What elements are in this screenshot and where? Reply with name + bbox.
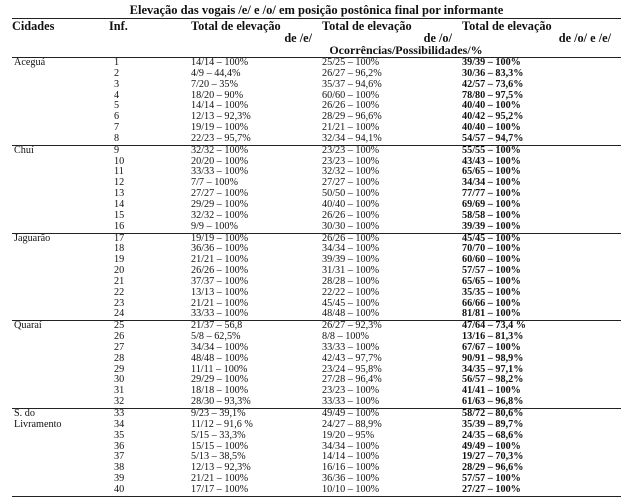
inf-cell: 35 bbox=[114, 429, 125, 441]
total-e-cell: 14/14 – 100% bbox=[191, 58, 322, 69]
total-o-cell: 42/43 – 97,7% bbox=[322, 352, 382, 364]
city-cell bbox=[12, 157, 109, 168]
total-e-cell: 29/29 – 100% bbox=[191, 198, 249, 210]
total-e-cell: 13/13 – 100% bbox=[191, 286, 249, 298]
table-row bbox=[12, 420, 621, 431]
total-o-cell: 34/34 – 100% bbox=[322, 243, 380, 255]
city-cell bbox=[12, 463, 109, 474]
city-cell bbox=[12, 91, 109, 102]
total-oe-cell: 41/41 – 100% bbox=[462, 385, 521, 397]
inf-cell: 30 bbox=[114, 374, 125, 386]
table-row bbox=[12, 277, 621, 288]
total-o-cell: 45/45 – 100% bbox=[322, 297, 380, 309]
total-o-cell: 21/21 – 100% bbox=[322, 122, 380, 134]
inf-cell: 22 bbox=[114, 286, 125, 298]
total-e-cell: 33/33 – 100% bbox=[191, 166, 249, 178]
total-e-cell: 48/48 – 100% bbox=[191, 352, 249, 364]
table-row bbox=[12, 375, 621, 386]
table-row bbox=[12, 299, 621, 310]
total-oe-cell: 81/81 – 100% bbox=[462, 308, 521, 320]
city-cell bbox=[12, 80, 109, 91]
table-row bbox=[12, 452, 621, 463]
total-e-cell: 18/20 – 90% bbox=[191, 89, 244, 101]
city-cell bbox=[12, 288, 109, 299]
table-row bbox=[12, 321, 621, 332]
city-cell bbox=[12, 101, 109, 112]
total-oe-cell: 42/57 – 73,6% bbox=[462, 78, 524, 90]
city-cell: Livramento bbox=[14, 418, 62, 430]
total-e-cell: 37/37 – 100% bbox=[191, 275, 249, 287]
table-row bbox=[12, 101, 621, 112]
header-total-o-line1: Total de elevação bbox=[322, 19, 412, 33]
total-o-cell: 14/14 – 100% bbox=[322, 451, 380, 463]
total-o-cell: 16/16 – 100% bbox=[322, 462, 380, 474]
inf-cell: 11 bbox=[114, 166, 124, 178]
total-o-cell: 39/39 – 100% bbox=[322, 254, 380, 266]
total-e-cell: 22/23 – 95,7% bbox=[191, 132, 251, 144]
elevation-table bbox=[12, 19, 621, 497]
total-o-cell: 30/30 – 100% bbox=[322, 220, 380, 232]
city-cell bbox=[12, 123, 109, 134]
table-row bbox=[12, 266, 621, 277]
city-cell bbox=[12, 69, 109, 80]
total-oe-cell: 40/40 – 100% bbox=[462, 100, 521, 112]
table-row bbox=[12, 244, 621, 255]
inf-cell: 21 bbox=[114, 275, 125, 287]
total-e-cell: 9/23 – 39,1% bbox=[191, 409, 322, 420]
header-total-o-line2: de /o/ bbox=[423, 31, 452, 45]
total-oe-cell: 65/65 – 100% bbox=[462, 166, 521, 178]
inf-cell: 2 bbox=[114, 67, 120, 79]
total-oe-cell: 35/35 – 100% bbox=[462, 286, 521, 298]
total-o-cell: 35/37 – 94,6% bbox=[322, 78, 382, 90]
city-cell bbox=[12, 211, 109, 222]
city-cell: Aceguá bbox=[12, 58, 109, 69]
inf-cell: 28 bbox=[114, 352, 125, 364]
city-cell bbox=[12, 112, 109, 123]
table-row bbox=[12, 189, 621, 200]
total-oe-cell: 34/35 – 97,1% bbox=[462, 363, 524, 375]
total-e-cell: 18/18 – 100% bbox=[191, 385, 249, 397]
city-cell bbox=[12, 189, 109, 200]
total-o-cell: 48/48 – 100% bbox=[322, 308, 380, 320]
total-e-cell: 28/30 – 93,3% bbox=[191, 396, 251, 408]
table-row bbox=[12, 431, 621, 442]
table-row bbox=[12, 409, 621, 420]
total-oe-cell: 43/43 – 100% bbox=[462, 155, 521, 167]
total-oe-cell: 70/70 – 100% bbox=[462, 243, 521, 255]
total-oe-cell: 57/57 – 100% bbox=[462, 265, 521, 277]
total-oe-cell: 58/58 – 100% bbox=[462, 209, 521, 221]
total-e-cell: 7/7 – 100% bbox=[191, 177, 238, 189]
total-o-cell: 33/33 – 100% bbox=[322, 341, 380, 353]
city-cell bbox=[12, 178, 109, 189]
table-row bbox=[12, 233, 621, 244]
table-body bbox=[12, 58, 621, 497]
total-oe-cell: 90/91 – 98,9% bbox=[462, 352, 524, 364]
total-e-cell: 5/15 – 33,3% bbox=[191, 429, 246, 441]
total-oe-cell: 54/57 – 94,7% bbox=[462, 132, 524, 144]
total-e-cell: 5/8 – 62,5% bbox=[191, 331, 241, 343]
inf-cell: 10 bbox=[114, 155, 125, 167]
city-cell bbox=[12, 134, 109, 145]
total-e-cell: 19/19 – 100% bbox=[191, 233, 322, 244]
header-inf: Inf. bbox=[109, 19, 128, 33]
total-e-cell: 21/37 – 56,8 bbox=[191, 321, 322, 332]
inf-cell: 14 bbox=[114, 198, 125, 210]
inf-cell: 38 bbox=[114, 462, 125, 474]
total-o-cell: 32/34 – 94,1% bbox=[322, 132, 382, 144]
total-e-cell: 33/33 – 100% bbox=[191, 308, 249, 320]
total-oe-cell: 40/40 – 100% bbox=[462, 122, 521, 134]
total-o-cell: 24/27 – 88,9% bbox=[322, 418, 382, 430]
table-row bbox=[12, 178, 621, 189]
inf-cell: 33 bbox=[109, 409, 191, 420]
total-e-cell: 32/32 – 100% bbox=[191, 145, 322, 156]
city-cell bbox=[12, 255, 109, 266]
city-cell bbox=[12, 299, 109, 310]
city-cell: Chuí bbox=[12, 145, 109, 156]
total-o-cell: 10/10 – 100% bbox=[322, 485, 462, 496]
table-row bbox=[12, 222, 621, 233]
total-oe-cell: 58/72 – 80,6% bbox=[462, 409, 621, 420]
total-e-cell: 11/12 – 91,6 % bbox=[191, 418, 253, 430]
city-cell bbox=[12, 442, 109, 453]
inf-cell: 34 bbox=[114, 418, 125, 430]
total-o-cell: 49/49 – 100% bbox=[322, 409, 462, 420]
total-oe-cell: 39/39 – 100% bbox=[462, 58, 621, 69]
total-o-cell: 28/29 – 96,6% bbox=[322, 111, 382, 123]
total-o-cell: 50/50 – 100% bbox=[322, 188, 380, 200]
total-o-cell: 26/26 – 100% bbox=[322, 233, 462, 244]
total-oe-cell: 39/39 – 100% bbox=[462, 220, 521, 232]
inf-cell: 39 bbox=[114, 473, 125, 485]
inf-cell: 16 bbox=[114, 220, 125, 232]
table-row bbox=[12, 485, 621, 496]
total-oe-cell: 56/57 – 98,2% bbox=[462, 374, 524, 386]
total-e-cell: 9/9 – 100% bbox=[191, 220, 238, 232]
total-oe-cell: 47/64 – 73,4 % bbox=[462, 321, 621, 332]
table-row bbox=[12, 112, 621, 123]
table-row bbox=[12, 80, 621, 91]
inf-cell: 5 bbox=[114, 100, 120, 112]
inf-cell: 36 bbox=[114, 440, 125, 452]
inf-cell: 4 bbox=[114, 89, 120, 101]
inf-cell: 26 bbox=[114, 331, 125, 343]
total-o-cell: 22/22 – 100% bbox=[322, 286, 380, 298]
header-total-e-line2: de /e/ bbox=[284, 31, 312, 45]
table-row bbox=[12, 91, 621, 102]
table-row bbox=[12, 211, 621, 222]
table-row bbox=[12, 69, 621, 80]
inf-cell: 37 bbox=[114, 451, 125, 463]
table-row bbox=[12, 145, 621, 156]
table-header bbox=[12, 19, 621, 58]
city-cell bbox=[12, 332, 109, 343]
inf-cell: 27 bbox=[114, 341, 125, 353]
total-o-cell: 31/31 – 100% bbox=[322, 265, 380, 277]
total-o-cell: 27/28 – 96,4% bbox=[322, 374, 382, 386]
total-e-cell: 26/26 – 100% bbox=[191, 265, 249, 277]
total-o-cell: 26/26 – 100% bbox=[322, 100, 380, 112]
total-e-cell: 12/13 – 92,3% bbox=[191, 462, 251, 474]
total-o-cell: 23/23 – 100% bbox=[322, 155, 380, 167]
total-oe-cell: 77/77 – 100% bbox=[462, 188, 521, 200]
city-cell bbox=[12, 266, 109, 277]
total-e-cell: 20/20 – 100% bbox=[191, 155, 249, 167]
table-row bbox=[12, 288, 621, 299]
inf-cell: 15 bbox=[114, 209, 125, 221]
total-o-cell: 8/8 – 100% bbox=[322, 331, 369, 343]
table-row bbox=[12, 134, 621, 145]
total-o-cell: 19/20 – 95% bbox=[322, 429, 375, 441]
city-cell bbox=[12, 200, 109, 211]
table-row bbox=[12, 332, 621, 343]
inf-cell: 19 bbox=[114, 254, 125, 266]
table-row bbox=[12, 386, 621, 397]
table-row bbox=[12, 343, 621, 354]
city-cell bbox=[12, 452, 109, 463]
total-o-cell: 26/27 – 96,2% bbox=[322, 67, 382, 79]
city-cell bbox=[12, 474, 109, 485]
total-o-cell: 34/34 – 100% bbox=[322, 440, 380, 452]
city-cell bbox=[12, 309, 109, 320]
city-cell bbox=[12, 386, 109, 397]
inf-cell: 40 bbox=[109, 485, 191, 496]
total-o-cell: 28/28 – 100% bbox=[322, 275, 380, 287]
total-oe-cell: 13/16 – 81,3% bbox=[462, 331, 524, 343]
city-cell: Quaraí bbox=[12, 321, 109, 332]
table-row bbox=[12, 255, 621, 266]
total-e-cell: 15/15 – 100% bbox=[191, 440, 249, 452]
total-oe-cell: 57/57 – 100% bbox=[462, 473, 521, 485]
city-cell bbox=[12, 343, 109, 354]
total-e-cell: 5/13 – 38,5% bbox=[191, 451, 246, 463]
total-oe-cell: 67/67 – 100% bbox=[462, 341, 521, 353]
total-e-cell: 34/34 – 100% bbox=[191, 341, 249, 353]
total-oe-cell: 55/55 – 100% bbox=[462, 145, 621, 156]
total-oe-cell: 27/27 – 100% bbox=[462, 485, 621, 496]
total-oe-cell: 49/49 – 100% bbox=[462, 440, 521, 452]
total-o-cell: 26/26 – 100% bbox=[322, 209, 380, 221]
city-cell bbox=[12, 277, 109, 288]
table-row bbox=[12, 58, 621, 69]
table-row bbox=[12, 463, 621, 474]
total-o-cell: 40/40 – 100% bbox=[322, 198, 380, 210]
total-e-cell: 17/17 – 100% bbox=[191, 485, 322, 496]
city-cell bbox=[12, 365, 109, 376]
inf-cell: 7 bbox=[114, 122, 120, 134]
inf-cell: 18 bbox=[114, 243, 125, 255]
total-e-cell: 29/29 – 100% bbox=[191, 374, 249, 386]
total-oe-cell: 28/29 – 96,6% bbox=[462, 462, 524, 474]
city-cell bbox=[12, 397, 109, 408]
total-oe-cell: 69/69 – 100% bbox=[462, 198, 521, 210]
total-o-cell: 33/33 – 100% bbox=[322, 396, 380, 408]
total-e-cell: 4/9 – 44,4% bbox=[191, 67, 241, 79]
total-oe-cell: 66/66 – 100% bbox=[462, 297, 521, 309]
inf-cell: 17 bbox=[109, 233, 191, 244]
table-row bbox=[12, 157, 621, 168]
total-o-cell: 23/24 – 95,8% bbox=[322, 363, 382, 375]
inf-cell: 31 bbox=[114, 385, 125, 397]
total-oe-cell: 30/36 – 83,3% bbox=[462, 67, 524, 79]
inf-cell: 23 bbox=[114, 297, 125, 309]
inf-cell: 9 bbox=[109, 145, 191, 156]
city-cell bbox=[12, 431, 109, 442]
total-e-cell: 27/27 – 100% bbox=[191, 188, 249, 200]
header-total-oe-line2: de /o/ e /e/ bbox=[558, 31, 611, 45]
city-cell bbox=[12, 167, 109, 178]
city-cell bbox=[12, 354, 109, 365]
total-oe-cell: 60/60 – 100% bbox=[462, 254, 521, 266]
table-caption: Elevação das vogais /e/ e /o/ em posição postônica final por informante bbox=[129, 3, 504, 17]
inf-cell: 29 bbox=[114, 363, 125, 375]
total-e-cell: 11/11 – 100% bbox=[191, 363, 248, 375]
city-cell bbox=[12, 375, 109, 386]
inf-cell: 8 bbox=[114, 132, 120, 144]
header-subheader: Ocorrências/Possibilidades/% bbox=[191, 44, 621, 58]
total-oe-cell: 65/65 – 100% bbox=[462, 275, 521, 287]
table-row bbox=[12, 123, 621, 134]
total-o-cell: 26/27 – 92,3% bbox=[322, 321, 462, 332]
total-oe-cell: 34/34 – 100% bbox=[462, 177, 521, 189]
table-row bbox=[12, 365, 621, 376]
total-o-cell: 25/25 – 100% bbox=[322, 58, 462, 69]
total-o-cell: 60/60 – 100% bbox=[322, 89, 380, 101]
table-row bbox=[12, 354, 621, 365]
city-cell bbox=[12, 485, 109, 496]
total-e-cell: 12/13 – 92,3% bbox=[191, 111, 251, 123]
total-oe-cell: 24/35 – 68,6% bbox=[462, 429, 524, 441]
total-e-cell: 14/14 – 100% bbox=[191, 100, 249, 112]
total-o-cell: 23/23 – 100% bbox=[322, 145, 462, 156]
inf-cell: 24 bbox=[114, 308, 125, 320]
inf-cell: 32 bbox=[114, 396, 125, 408]
total-e-cell: 21/21 – 100% bbox=[191, 254, 249, 266]
inf-cell: 13 bbox=[114, 188, 125, 200]
header-total-e-line1: Total de elevação bbox=[191, 19, 281, 33]
table-row bbox=[12, 442, 621, 453]
inf-cell: 25 bbox=[109, 321, 191, 332]
city-cell: Jaguarão bbox=[12, 233, 109, 244]
total-oe-cell: 40/42 – 95,2% bbox=[462, 111, 524, 123]
total-e-cell: 36/36 – 100% bbox=[191, 243, 249, 255]
total-o-cell: 32/32 – 100% bbox=[322, 166, 380, 178]
header-cidades: Cidades bbox=[12, 19, 55, 33]
total-oe-cell: 61/63 – 96,8% bbox=[462, 396, 524, 408]
city-cell: S. do bbox=[12, 409, 109, 420]
total-e-cell: 32/32 – 100% bbox=[191, 209, 249, 221]
total-e-cell: 21/21 – 100% bbox=[191, 297, 249, 309]
total-oe-cell: 19/27 – 70,3% bbox=[462, 451, 524, 463]
table-row bbox=[12, 200, 621, 211]
total-e-cell: 19/19 – 100% bbox=[191, 122, 249, 134]
total-o-cell: 27/27 – 100% bbox=[322, 177, 380, 189]
header-total-oe-line1: Total de elevação bbox=[462, 19, 552, 33]
total-oe-cell: 78/80 – 97,5% bbox=[462, 89, 524, 101]
table-row bbox=[12, 397, 621, 408]
inf-cell: 20 bbox=[114, 265, 125, 277]
total-e-cell: 21/21 – 100% bbox=[191, 473, 249, 485]
total-oe-cell: 45/45 – 100% bbox=[462, 233, 621, 244]
table-row bbox=[12, 167, 621, 178]
inf-cell: 1 bbox=[109, 58, 191, 69]
inf-cell: 3 bbox=[114, 78, 120, 90]
table-row bbox=[12, 474, 621, 485]
total-o-cell: 23/23 – 100% bbox=[322, 385, 380, 397]
inf-cell: 12 bbox=[114, 177, 125, 189]
total-o-cell: 36/36 – 100% bbox=[322, 473, 380, 485]
city-cell bbox=[12, 244, 109, 255]
table-row bbox=[12, 309, 621, 320]
total-oe-cell: 35/39 – 89,7% bbox=[462, 418, 524, 430]
total-e-cell: 7/20 – 35% bbox=[191, 78, 238, 90]
city-cell bbox=[12, 222, 109, 233]
inf-cell: 6 bbox=[114, 111, 120, 123]
